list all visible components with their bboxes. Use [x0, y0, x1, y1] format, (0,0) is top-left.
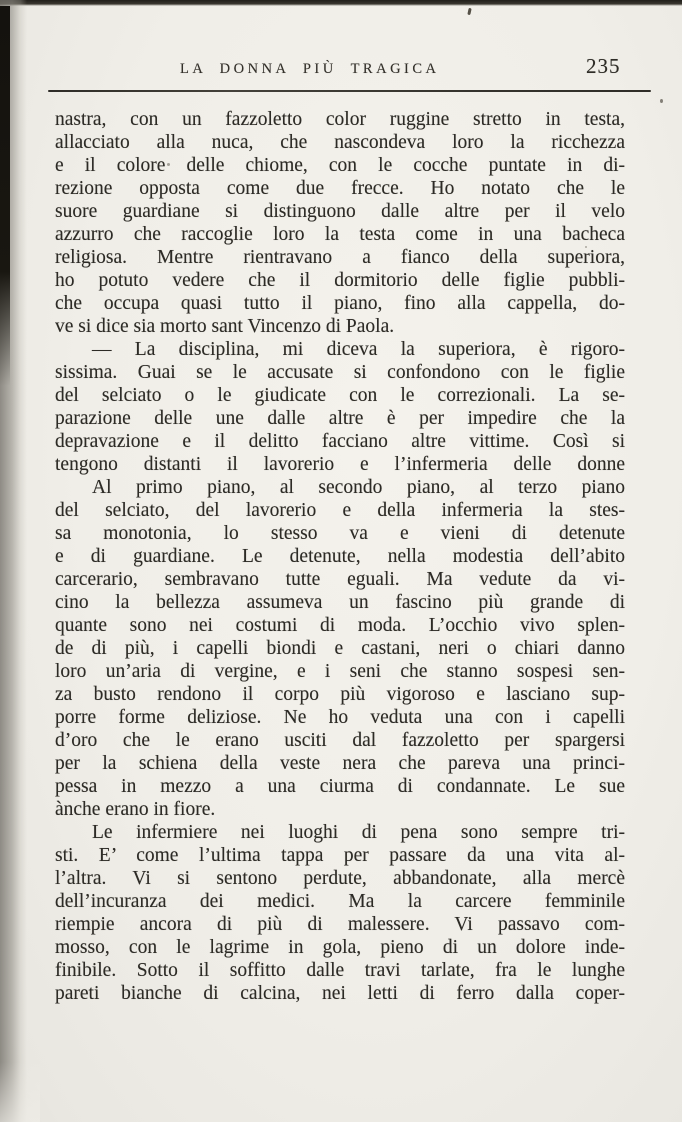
text-line: pareti bianche di calcina, nei letti di ferro dalla coper- [55, 983, 625, 1004]
page-number: 235 [586, 54, 621, 78]
scan-edge-bottom-fade [0, 1062, 40, 1122]
text-line: quante sono nei costumi di moda. L’occhio vivo splen- [55, 615, 625, 636]
text-line: carcerario, sembravano tutte eguali. Ma vedute da vi- [55, 569, 625, 590]
text-line: parazione delle une dalle altre è per impedire che la [55, 408, 625, 429]
scan-edge-top [0, 0, 682, 6]
text-line: e di guardiane. Le detenute, nella modestia dell’abito [55, 546, 625, 567]
text-line: l’altra. Vi si sentono perdute, abbandonate, alla mercè [55, 868, 625, 889]
text-line: azzurro che raccoglie loro la testa come in una bacheca [55, 224, 625, 245]
text-line: per la schiena della veste nera che pareva una princi- [55, 753, 625, 774]
text-line: dell’incuranza dei medici. Ma la carcere femminile [55, 891, 625, 912]
text-line: sissima. Guai se le accusate si confondono con le figlie [55, 362, 625, 383]
text-line: suore guardiane si distinguono dalle altre per il velo [55, 201, 625, 222]
text-line: loro un’aria di vergine, e i seni che stanno sospesi sen- [55, 661, 625, 682]
text-line: depravazione e il delitto facciano altre vittime. Così si [55, 431, 625, 452]
text-line: religiosa. Mentre rientravano a fianco della superiora, [55, 247, 625, 268]
text-line: porre forme deliziose. Ne ho veduta una con i capelli [55, 707, 625, 728]
text-line: za busto rendono il corpo più vigoroso e lasciano sup- [55, 684, 625, 705]
text-line: sa monotonia, lo stesso va e vieni di detenute [55, 523, 625, 544]
text-line: cino la bellezza assumeva un fascino più grande di [55, 592, 625, 613]
text-line: de di più, i capelli biondi e castani, neri o chiari danno [55, 638, 625, 659]
text-line: tengono distanti il lavorerio e l’infermeria delle donne [55, 454, 625, 475]
text-line: sti. E’ come l’ultima tappa per passare da una vita al- [55, 845, 625, 866]
running-head-title: LA DONNA PIÙ TRAGICA [180, 61, 440, 77]
scan-speck [467, 8, 471, 15]
paragraph [55, 476, 625, 821]
text-line: pessa in mezzo a una ciurma di condannate. Le sue [55, 776, 625, 797]
text-line: del selciato o le giudicate con le correzionali. La se- [55, 385, 625, 406]
paragraph [55, 108, 625, 338]
text-line: e il colore delle chiome, con le cocche puntate in di- [55, 155, 625, 176]
text-line: Le infermiere nei luoghi di pena sono sempre tri- [92, 822, 625, 843]
text-line: ànche erano in fiore. [55, 799, 216, 820]
text-line: ve si dice sia morto sant Vincenzo di Paola. [55, 316, 395, 337]
text-line: finibile. Sotto il soffitto dalle travi tarlate, fra le lunghe [55, 960, 625, 981]
text-line: mosso, con le lagrime in gola, pieno di un dolore inde- [55, 937, 625, 958]
text-line: d’oro che le erano usciti dal fazzoletto per spargersi [55, 730, 625, 751]
text-line: ho potuto vedere che il dormitorio delle figlie pubbli- [55, 270, 625, 291]
body-text [55, 108, 625, 1005]
scan-speck [660, 99, 663, 103]
scan-edge-left-dark [0, 6, 10, 386]
text-line: del selciato, del lavorerio e della infermeria la stes- [55, 500, 625, 521]
paragraph [55, 338, 625, 476]
text-line: nastra, con un fazzoletto color ruggine stretto in testa, [55, 109, 625, 130]
text-line: che occupa quasi tutto il piano, fino alla cappella, do- [55, 293, 625, 314]
paragraph [55, 821, 625, 1005]
text-line: Al primo piano, al secondo piano, al terzo piano [92, 477, 625, 498]
text-line: rezione opposta come due frecce. Ho notato che le [55, 178, 625, 199]
header-rule [48, 90, 651, 92]
text-line: riempie ancora di più di malessere. Vi passavo com- [55, 914, 625, 935]
text-line: — La disciplina, mi diceva la superiora, è rigoro- [92, 339, 625, 360]
text-line: allacciato alla nuca, che nascondeva loro la ricchezza [55, 132, 625, 153]
